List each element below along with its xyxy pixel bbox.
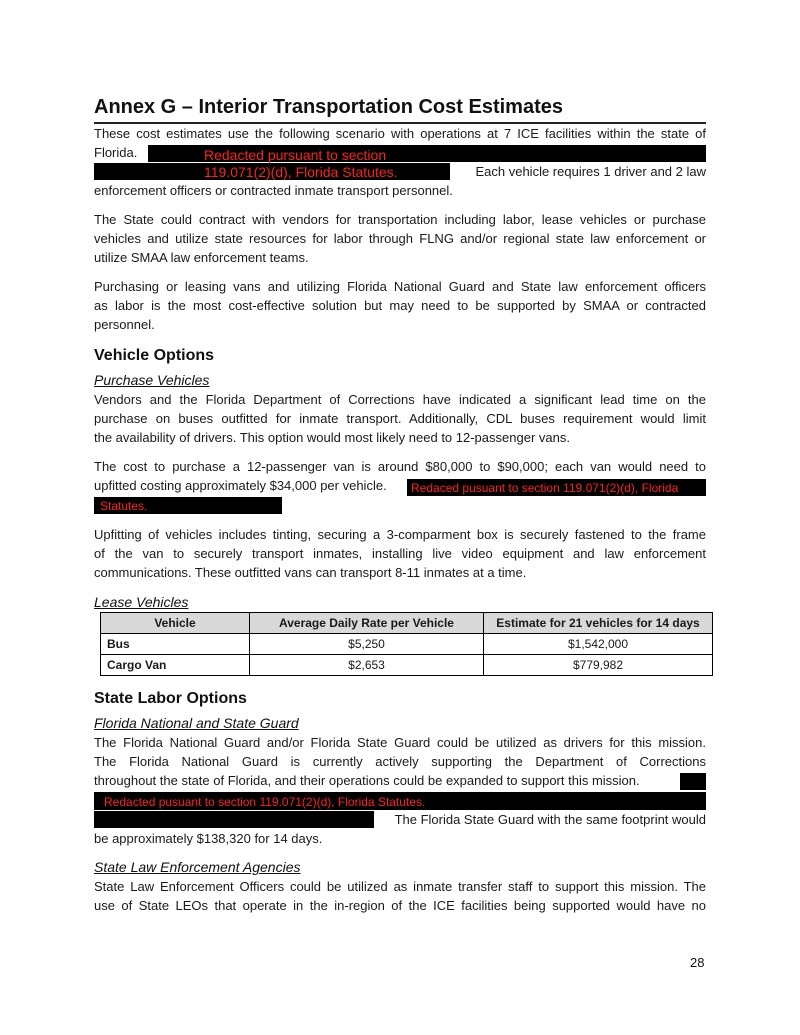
table-cell: $2,653: [250, 655, 484, 676]
para2-line-3: utilize SMAA law enforcement teams.: [94, 250, 309, 265]
redaction-label-3: Redacted pusuant to section 119.071(2)(d), Florida Statutes.: [104, 795, 426, 809]
redaction-label-2b: Statutes.: [100, 499, 148, 513]
table-header-row: [101, 613, 713, 634]
para3-line-1: Purchasing or leasing vans and utilizing Florida National Guard and State law enforcement officers: [94, 279, 706, 294]
purchase-vehicles-heading: Purchase Vehicles: [94, 372, 210, 388]
lease-table: [100, 612, 713, 676]
purchase-p1-line-2: purchase on buses outfitted for inmate transport. Additionally, CDL buses requirement would limit: [94, 411, 706, 426]
lease-vehicles-heading: Lease Vehicles: [94, 594, 189, 610]
leo-p-line-2: use of State LEOs that operate in the in-region of the ICE facilities being supported would have no: [94, 898, 706, 913]
guard-p1-line-2: The Florida National Guard is currently actively supporting the Department of Corrections: [94, 754, 706, 769]
redaction-label-2a: Redaced pusuant to section 119.071(2)(d), Florida: [411, 481, 679, 495]
table-row: [101, 655, 713, 676]
table-cell: $1,542,000: [484, 634, 713, 655]
table-header: Estimate for 21 vehicles for 14 days: [484, 613, 713, 634]
redaction-block-3c: [94, 811, 374, 828]
intro-line-3: Each vehicle requires 1 driver and 2 law: [475, 164, 706, 179]
guard-heading: Florida National and State Guard: [94, 715, 299, 731]
purchase-p3-line-1: Upfitting of vehicles includes tinting, securing a 3-comparment box is securely fastened to the frame: [94, 527, 706, 542]
page-title: Annex G – Interior Transportation Cost Estimates: [94, 96, 563, 118]
table-cell: Bus: [101, 634, 250, 655]
guard-p1-line-4: The Florida State Guard with the same footprint would: [394, 812, 706, 827]
para3-line-3: personnel.: [94, 317, 155, 332]
table-cell: Cargo Van: [101, 655, 250, 676]
state-labor-heading: State Labor Options: [94, 690, 247, 707]
purchase-p3-line-2: of the van to securely transport inmates, installing live video equipment and law enforcement: [94, 546, 706, 561]
table-header: Vehicle: [101, 613, 250, 634]
purchase-p3-line-3: communications. These outfitted vans can transport 8-11 inmates at a time.: [94, 565, 527, 580]
title-rule: [94, 122, 706, 124]
purchase-p2-line-2: upfitted costing approximately $34,000 per vehicle.: [94, 478, 387, 493]
leo-p-line-1: State Law Enforcement Officers could be utilized as inmate transfer staff to support this mission. The: [94, 879, 706, 894]
redaction-label-1a: Redacted pursuant to section: [204, 147, 387, 163]
leo-heading: State Law Enforcement Agencies: [94, 859, 301, 875]
purchase-p1-line-1: Vendors and the Florida Department of Corrections have indicated a significant lead time on the: [94, 392, 706, 407]
para3-line-2: as labor is the most cost-effective solution but may need to be supported by SMAA or contracted: [94, 298, 706, 313]
table-cell: $5,250: [250, 634, 484, 655]
purchase-p1-line-3: the availability of drivers. This option would most likely need to 12-passenger vans.: [94, 430, 570, 445]
para2-line-1: The State could contract with vendors for transportation including labor, lease vehicles or purchase: [94, 212, 706, 227]
vehicle-options-heading: Vehicle Options: [94, 347, 215, 364]
intro-line-4: enforcement officers or contracted inmate transport personnel.: [94, 183, 453, 198]
table-header: Average Daily Rate per Vehicle: [250, 613, 484, 634]
table-row: [101, 634, 713, 655]
intro-line-1: These cost estimates use the following scenario with operations at 7 ICE facilities within the state of: [94, 126, 706, 141]
redaction-block-3a: [680, 773, 706, 790]
page-number: 28: [690, 955, 705, 970]
purchase-p2-line-1: The cost to purchase a 12-passenger van is around $80,000 to $90,000; each van would need to: [94, 459, 706, 474]
intro-line-2: Florida.: [94, 145, 138, 160]
redaction-label-1b: 119.071(2)(d), Florida Statutes.: [204, 164, 398, 180]
guard-p1-line-3: throughout the state of Florida, and their operations could be expanded to support this mission.: [94, 773, 640, 788]
para2-line-2: vehicles and utilize state resources for labor through FLNG and/or regional state law enforcement or: [94, 231, 706, 246]
guard-p1-line-1: The Florida National Guard and/or Florida State Guard could be utilized as drivers for this mission.: [94, 735, 706, 750]
guard-p1-line-5: be approximately $138,320 for 14 days.: [94, 831, 323, 846]
table-cell: $779,982: [484, 655, 713, 676]
